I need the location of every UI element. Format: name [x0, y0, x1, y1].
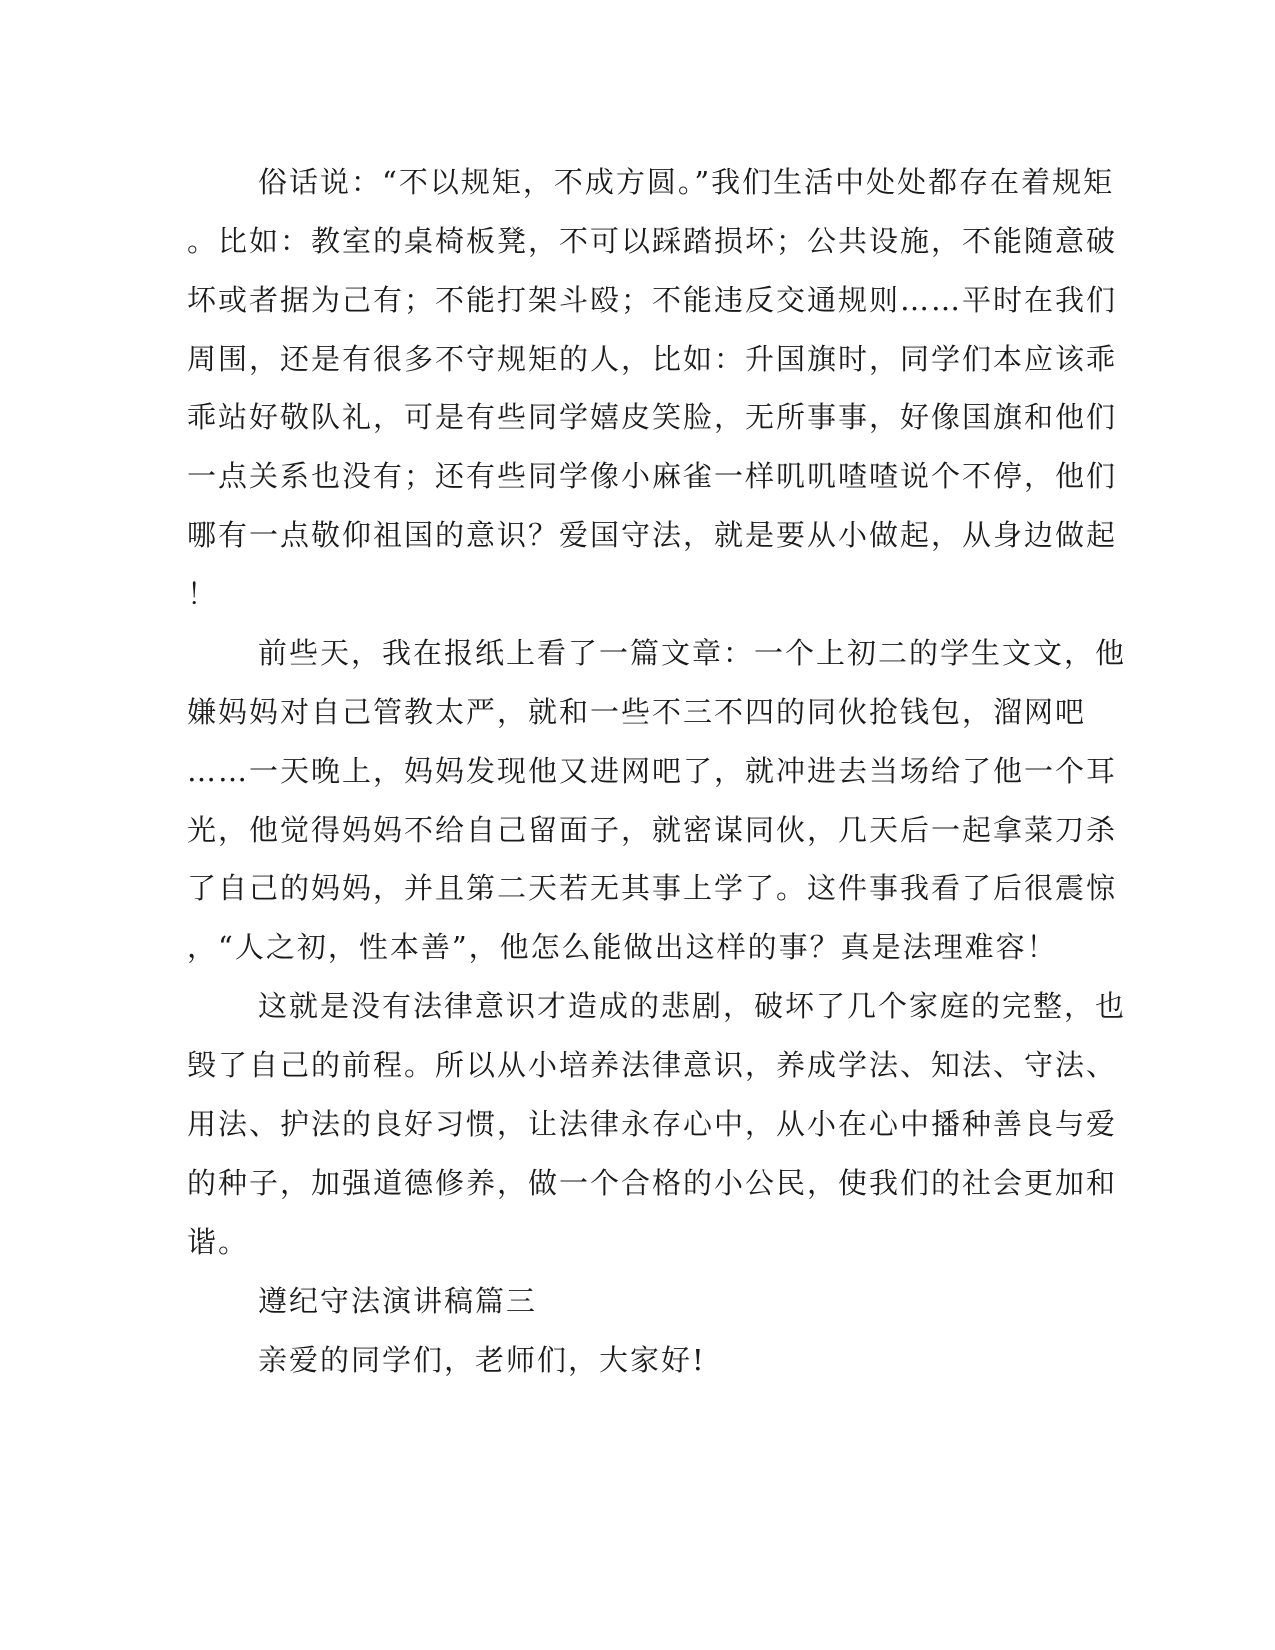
text-line: 周围，还是有很多不守规矩的人，比如：升国旗时，同学们本应该乖	[187, 342, 1118, 376]
text-line: 前些天，我在报纸上看了一篇文章：一个上初二的学生文文，他	[258, 636, 1127, 670]
text-line: ……一天晚上，妈妈发现他又进网吧了，就冲进去当场给了他一个耳	[187, 754, 1118, 788]
text-line: 嫌妈妈对自己管教太严，就和一些不三不四的同伙抢钱包，溜网吧	[187, 695, 1087, 729]
text-line: ，“人之初，性本善”，他怎么能做出这样的事？真是法理难容！	[187, 930, 1058, 964]
text-line: ！	[187, 577, 219, 611]
text-line: 毁了自己的前程。所以从小培养法律意识，养成学法、知法、守法、	[187, 1048, 1118, 1082]
text-line: 光，他觉得妈妈不给自己留面子，就密谋同伙，几天后一起拿菜刀杀	[187, 813, 1118, 847]
text-line: 一点关系也没有；还有些同学像小麻雀一样叽叽喳喳说个不停，他们	[187, 459, 1118, 493]
text-line: 谐。	[187, 1225, 250, 1259]
text-line: 乖站好敬队礼，可是有些同学嬉皮笑脸，无所事事，好像国旗和他们	[187, 400, 1118, 434]
text-line: 坏或者据为己有；不能打架斗殴；不能违反交通规则……平时在我们	[187, 283, 1118, 317]
text-line: 的种子，加强道德修养，做一个合格的小公民，使我们的社会更加和	[187, 1166, 1118, 1200]
text-line: 。比如：教室的桌椅板凳，不可以踩踏损坏；公共设施，不能随意破	[187, 224, 1118, 258]
text-line: 这就是没有法律意识才造成的悲剧，破坏了几个家庭的完整，也	[258, 989, 1127, 1023]
text-line: 哪有一点敬仰祖国的意识？爱国守法，就是要从小做起，从身边做起	[187, 518, 1118, 552]
text-line: 了自己的妈妈，并且第二天若无其事上学了。这件事我看了后很震惊	[187, 871, 1118, 905]
text-line: 用法、护法的良好习惯，让法律永存心中，从小在心中播种善良与爱	[187, 1107, 1118, 1141]
text-line: 俗话说：“不以规矩，不成方圆。”我们生活中处处都存在着规矩	[258, 165, 1115, 199]
greeting: 亲爱的同学们，老师们，大家好!	[258, 1343, 706, 1377]
section-title: 遵纪守法演讲稿篇三	[258, 1284, 538, 1318]
